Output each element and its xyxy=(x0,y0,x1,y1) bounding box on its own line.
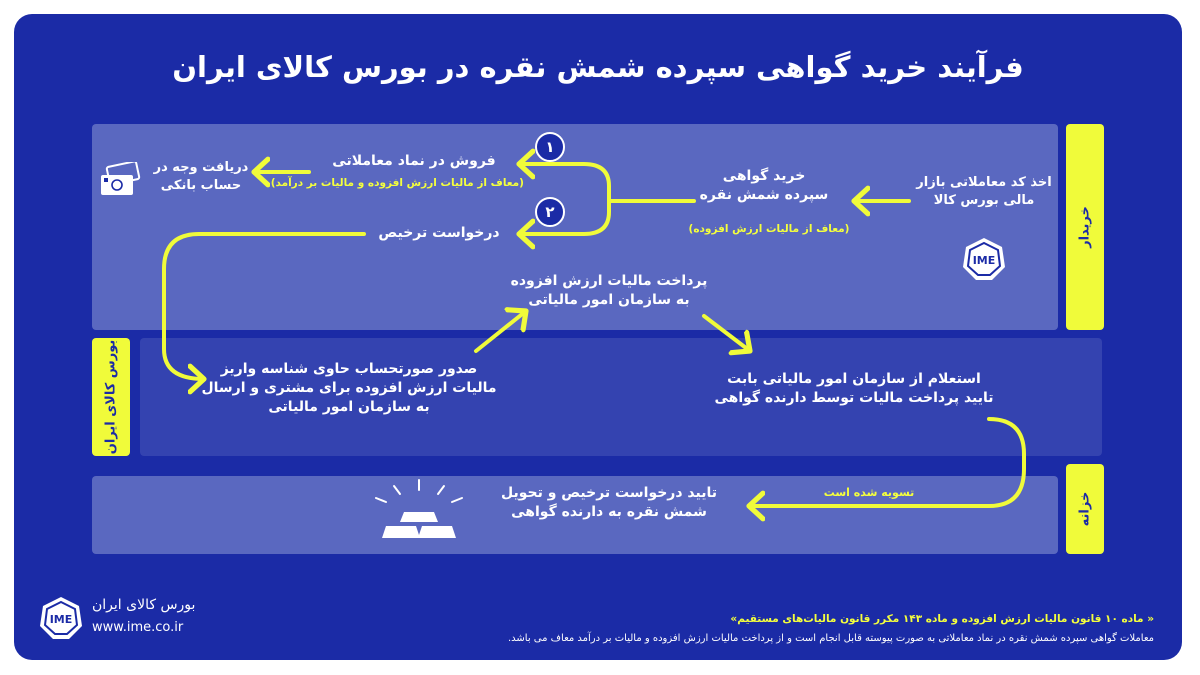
cash-card-icon xyxy=(98,162,142,198)
node-buy-cert: خرید گواهی سپرده شمش نقره xyxy=(699,168,829,203)
ime-logo-icon xyxy=(961,236,1007,282)
node-get-code: اخذ کد معاملاتی بازار مالی بورس کالا xyxy=(916,175,1052,208)
svg-text:IME: IME xyxy=(972,254,996,267)
flow-arrows xyxy=(14,14,1182,660)
node-sell: فروش در نماد معاملاتی xyxy=(332,153,496,169)
svg-text:IME: IME xyxy=(49,613,73,626)
node-buy-cert-note: (معاف از مالیات ارزش افزوده) xyxy=(688,223,850,235)
node-settled: تسویه شده است xyxy=(823,486,915,499)
node-invoice: صدور صورتحساب حاوی شناسه واریز مالیات ارزش افزوده برای مشتری و ارسال به سازمان امور مالیاتی xyxy=(201,361,497,415)
silver-bars-icon xyxy=(364,476,474,548)
node-inquiry: استعلام از سازمان امور مالیاتی بابت تایید پرداخت مالیات توسط دارنده گواهی xyxy=(714,371,994,406)
arrow-invoice-to-pay xyxy=(476,311,526,351)
node-sell-note: (معاف از مالیات ارزش افزوده و مالیات بر درآمد) xyxy=(270,177,524,189)
node-receive: دریافت وجه در حساب بانکی xyxy=(153,160,249,193)
footer-url: www.ime.co.ir xyxy=(92,620,184,635)
node-approve: تایید درخواست ترخیص و تحویل شمش نقره به دارنده گواهی xyxy=(500,485,717,520)
footer-note-title: « ماده ۱۰ قانون مالیات ارزش افزوده و ماده ۱۴۳ مکرر قانون مالیات‌های مستقیم» xyxy=(730,613,1154,625)
arrow-clear-to-invoice xyxy=(164,234,364,379)
footer-ime-logo-icon xyxy=(38,595,84,641)
arrow-pay-to-inquiry xyxy=(704,316,750,351)
arrow-branch-sell xyxy=(519,164,609,201)
infographic-frame xyxy=(14,14,1182,660)
node-pay-vat: پرداخت مالیات ارزش افزوده به سازمان امور مالیاتی xyxy=(510,273,708,308)
option-2-label: ۲ xyxy=(545,203,555,221)
buyer-lane-tag: خریدار xyxy=(1066,124,1104,330)
arrow-branch-clear xyxy=(519,201,609,234)
page-title: فرآیند خرید گواهی سپرده شمش نقره در بورس کالای ایران xyxy=(172,50,1024,84)
treasury-lane-tag: خزانه xyxy=(1066,464,1104,554)
exchange-lane-tag: بورس کالای ایران xyxy=(92,338,130,456)
option-1-label: ۱ xyxy=(545,138,555,156)
node-clearance: درخواست ترخیص xyxy=(378,225,500,241)
footer-note-body: معاملات گواهی سپرده شمش نقره در نماد معاملاتی به صورت پیوسته قابل انجام است و از پرداخت مالیات ارزش افزوده و مالیات بر درآمد معاف می باشد. xyxy=(507,633,1154,644)
footer-org-name: بورس کالای ایران xyxy=(92,597,196,613)
